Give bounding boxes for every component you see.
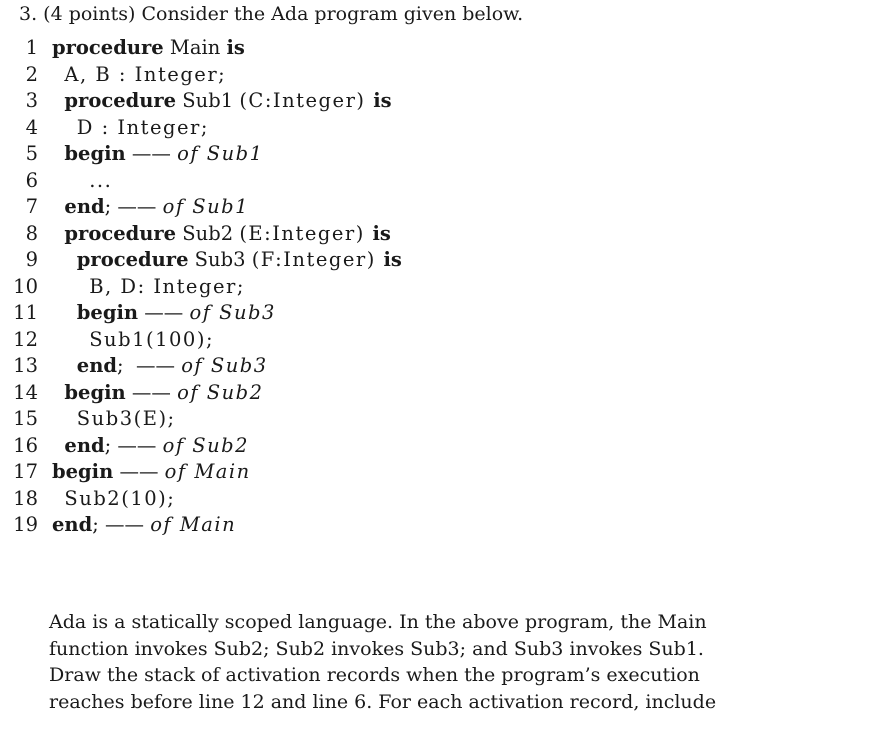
line-number: 14 bbox=[13, 380, 38, 404]
code-text bbox=[52, 380, 264, 407]
code-spacing bbox=[52, 301, 77, 324]
code-listing bbox=[0, 35, 873, 539]
keyword: is bbox=[383, 248, 402, 271]
code-spacing bbox=[52, 142, 64, 165]
comment-text: of Sub3 bbox=[189, 301, 276, 324]
code-text bbox=[52, 486, 175, 513]
code-line bbox=[0, 168, 873, 195]
line-number: 5 bbox=[25, 142, 38, 165]
code-spacing: ; —— bbox=[104, 195, 163, 218]
keyword: is bbox=[373, 89, 392, 112]
code-line bbox=[0, 433, 873, 460]
code-spacing bbox=[52, 169, 89, 192]
code-text bbox=[52, 141, 264, 168]
line-number: 12 bbox=[13, 327, 38, 351]
question-heading: 3. (4 points) Consider the Ada program given below. bbox=[19, 3, 524, 25]
line-number: 18 bbox=[13, 486, 38, 510]
line-number: 2 bbox=[25, 62, 38, 86]
line-number: 13 bbox=[13, 354, 38, 377]
code-line bbox=[0, 512, 873, 539]
line-number: 9 bbox=[25, 248, 38, 271]
code-text bbox=[52, 512, 236, 539]
code-spacing bbox=[52, 248, 77, 271]
line-number: 8 bbox=[25, 221, 38, 245]
code-text bbox=[52, 406, 176, 433]
code-text bbox=[52, 88, 392, 115]
description-line: reaches before line 12 and line 6. For each activation record, include bbox=[49, 690, 717, 713]
code-line bbox=[0, 194, 873, 221]
keyword: begin bbox=[64, 380, 126, 404]
code-spacing bbox=[52, 89, 64, 112]
comment-text: of Sub2 bbox=[177, 380, 264, 404]
code-token: A, B : Integer; bbox=[64, 62, 227, 86]
code-spacing: —— bbox=[113, 460, 165, 483]
code-token: B, D: Integer; bbox=[89, 274, 245, 298]
line-number: 4 bbox=[25, 115, 38, 139]
comment-text: of Main bbox=[164, 460, 251, 483]
code-token: Sub2(10); bbox=[64, 486, 176, 510]
keyword: end bbox=[64, 433, 105, 457]
code-token: (E:Integer) bbox=[239, 221, 373, 245]
keyword: end bbox=[52, 513, 93, 536]
code-line bbox=[0, 62, 873, 89]
keyword: is bbox=[372, 221, 391, 245]
line-number: 11 bbox=[13, 301, 38, 324]
code-spacing: —— bbox=[138, 301, 190, 324]
line-number: 17 bbox=[13, 460, 38, 483]
code-spacing: ; —— bbox=[104, 433, 163, 457]
code-spacing bbox=[52, 328, 89, 351]
code-text bbox=[52, 353, 268, 380]
line-number: 16 bbox=[13, 433, 38, 457]
code-spacing bbox=[52, 381, 64, 404]
code-spacing bbox=[52, 275, 89, 298]
code-text bbox=[52, 433, 249, 460]
code-token: ... bbox=[89, 168, 113, 192]
code-spacing bbox=[52, 354, 77, 377]
code-token: Sub3(E); bbox=[76, 407, 176, 430]
code-spacing: Sub2 bbox=[176, 221, 240, 245]
code-text bbox=[52, 194, 249, 221]
code-spacing: Main bbox=[163, 36, 227, 59]
code-text bbox=[52, 35, 245, 62]
question-description bbox=[49, 609, 849, 715]
code-line bbox=[0, 35, 873, 62]
code-line bbox=[0, 327, 873, 354]
line-number: 3 bbox=[25, 89, 38, 112]
code-line bbox=[0, 406, 873, 433]
keyword: begin bbox=[52, 460, 114, 483]
code-token: (F:Integer) bbox=[251, 248, 384, 271]
comment-text: of Sub3 bbox=[181, 354, 268, 377]
code-spacing bbox=[52, 407, 77, 430]
code-spacing bbox=[52, 63, 64, 86]
keyword: end bbox=[76, 354, 118, 377]
keyword: procedure bbox=[64, 89, 177, 112]
code-text bbox=[52, 62, 226, 89]
code-line bbox=[0, 274, 873, 301]
code-spacing: ; —— bbox=[117, 354, 182, 377]
code-line bbox=[0, 221, 873, 248]
line-number: 19 bbox=[13, 513, 38, 536]
code-spacing: Sub1 bbox=[176, 89, 240, 112]
code-text bbox=[52, 300, 276, 327]
keyword: begin bbox=[64, 142, 126, 165]
comment-text: of Sub1 bbox=[177, 142, 264, 165]
code-spacing: —— bbox=[125, 142, 178, 165]
line-number: 7 bbox=[25, 195, 38, 218]
code-line bbox=[0, 88, 873, 115]
code-text bbox=[52, 459, 251, 486]
code-text bbox=[52, 115, 209, 142]
keyword: begin bbox=[76, 301, 139, 324]
code-spacing: ; —— bbox=[92, 513, 151, 536]
keyword: is bbox=[226, 36, 245, 59]
line-number: 6 bbox=[25, 168, 38, 192]
code-spacing bbox=[52, 487, 64, 510]
code-line bbox=[0, 141, 873, 168]
line-number: 1 bbox=[25, 36, 38, 59]
keyword: procedure bbox=[52, 36, 164, 59]
code-text bbox=[52, 168, 112, 195]
description-line: Draw the stack of activation records when the program’s execution bbox=[49, 664, 700, 686]
code-text bbox=[52, 221, 391, 248]
keyword: end bbox=[64, 195, 105, 218]
code-token: D : Integer; bbox=[76, 115, 209, 139]
keyword: procedure bbox=[64, 221, 177, 245]
code-text bbox=[52, 327, 214, 354]
code-line bbox=[0, 115, 873, 142]
code-line bbox=[0, 353, 873, 380]
code-spacing: Sub3 bbox=[188, 248, 252, 271]
code-spacing bbox=[52, 222, 64, 245]
code-spacing bbox=[52, 434, 64, 457]
line-number: 10 bbox=[13, 274, 38, 298]
comment-text: of Sub1 bbox=[162, 195, 250, 218]
code-spacing bbox=[52, 116, 77, 139]
code-line bbox=[0, 380, 873, 407]
comment-text: of Main bbox=[150, 513, 237, 536]
code-line bbox=[0, 459, 873, 486]
code-spacing bbox=[52, 195, 64, 218]
code-text bbox=[52, 247, 402, 274]
line-number: 15 bbox=[13, 407, 38, 430]
code-line bbox=[0, 247, 873, 274]
code-token: Sub1(100); bbox=[89, 327, 215, 351]
keyword: procedure bbox=[76, 248, 189, 271]
code-spacing: —— bbox=[125, 380, 178, 404]
code-text bbox=[52, 274, 245, 301]
code-line bbox=[0, 300, 873, 327]
code-line bbox=[0, 486, 873, 513]
description-line: Ada is a statically scoped language. In the above program, the Main bbox=[49, 611, 707, 633]
comment-text: of Sub2 bbox=[162, 433, 250, 457]
code-token: (C:Integer) bbox=[239, 89, 374, 112]
description-line: function invokes Sub2; Sub2 invokes Sub3; and Sub3 invokes Sub1. bbox=[49, 637, 704, 660]
